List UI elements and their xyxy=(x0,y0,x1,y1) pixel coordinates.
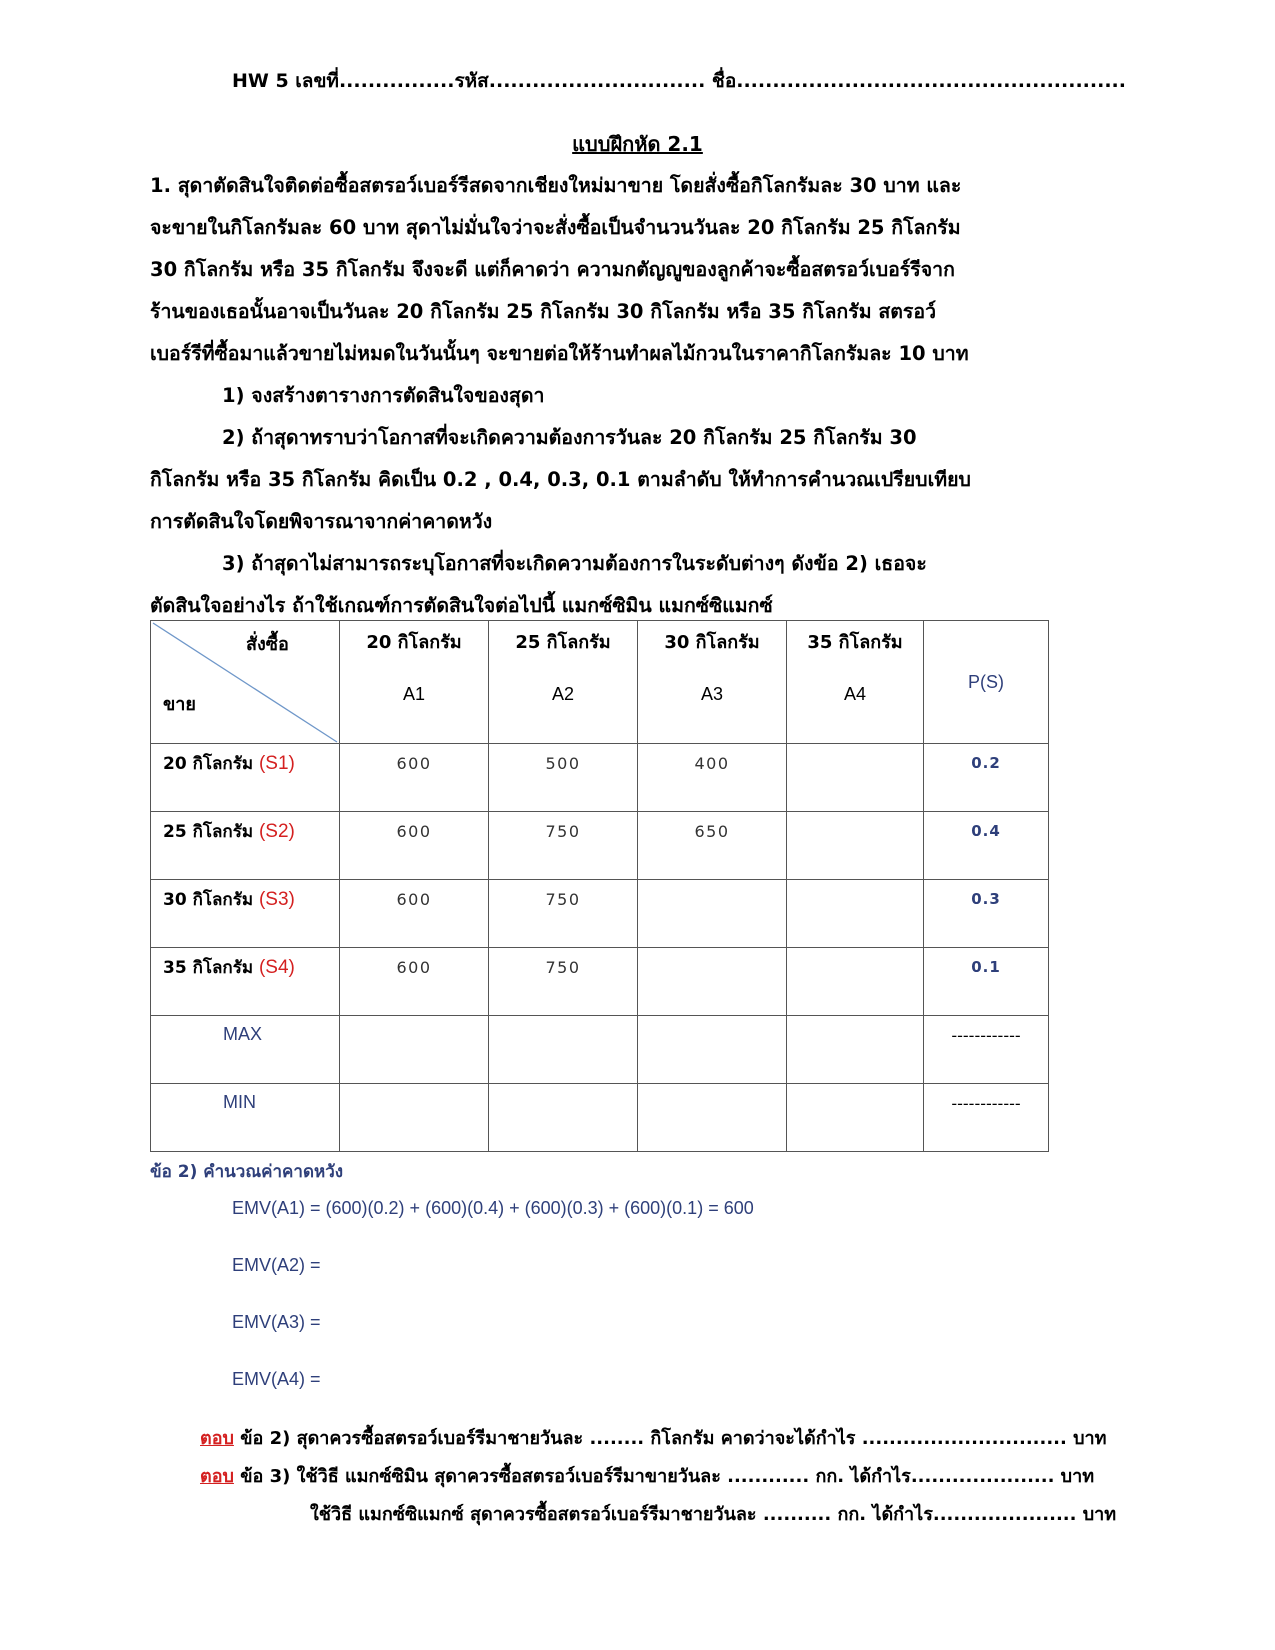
max-cell xyxy=(340,1016,489,1084)
question-3-cont: ตัดสินใจอย่างไร ถ้าใช้เกณฑ์การตัดสินใจต่อไปนี้ แมกซ์ซิมิน แมกซ์ซิแมกซ์ xyxy=(150,594,773,617)
payoff-cell: 600 xyxy=(340,744,489,812)
payoff-cell: 500 xyxy=(489,744,638,812)
corner-cell xyxy=(151,621,340,744)
payoff-cell: 750 xyxy=(489,812,638,880)
corner-order-label: สั่งซื้อ xyxy=(246,634,289,655)
answer-text: ข้อ 2) สุดาควรซื้อสตรอว์เบอร์รีมาชายวันละ ........ กิโลกรัม คาดว่าจะได้กำไร .............................. บาท xyxy=(233,1428,1107,1449)
answer-label: ตอบ xyxy=(200,1466,234,1487)
problem-line: ร้านของเธอนั้นอาจเป็นวันละ 20 กิโลกรัม 25 กิโลกรัม 30 กิโลกรัม หรือ 35 กิโลกรัม สตรอว์ xyxy=(150,300,937,323)
payoff-cell: 650 xyxy=(638,812,787,880)
row-state: (S4) xyxy=(258,957,295,978)
max-cell xyxy=(489,1016,638,1084)
exercise-title: แบบฝึกหัด 2.1 xyxy=(572,132,703,156)
row-state: (S2) xyxy=(258,821,295,842)
table-row xyxy=(151,948,1049,1016)
emv-line: EMV(A2) = xyxy=(232,1255,321,1275)
table-row xyxy=(151,744,1049,812)
payoff-cell xyxy=(787,812,924,880)
column-code: A1 xyxy=(402,684,426,704)
table-row xyxy=(151,880,1049,948)
question-3: 3) ถ้าสุดาไม่สามารถระบุโอกาสที่จะเกิดความต้องการในระดับต่างๆ ดังข้อ 2) เธอจะ xyxy=(222,552,927,575)
emv-line: EMV(A1) = (600)(0.2) + (600)(0.4) + (600)(0.3) + (600)(0.1) = 600 xyxy=(232,1198,754,1218)
min-cell xyxy=(638,1084,787,1152)
payoff-cell xyxy=(638,948,787,1016)
max-row xyxy=(151,1016,1049,1084)
row-state: (S1) xyxy=(258,753,295,774)
row-label xyxy=(151,812,340,880)
section-2-title: ข้อ 2) คำนวณค่าคาดหวัง xyxy=(150,1162,344,1182)
problem-line: 1. สุดาตัดสินใจติดต่อซื้อสตรอว์เบอร์รีสดจากเชียงใหม่มาขาย โดยสั่งซื้อกิโลกรัมละ 30 บาท และ xyxy=(150,174,962,197)
answer-3 xyxy=(200,1461,1094,1490)
emv-line: EMV(A4) = xyxy=(232,1369,321,1389)
probability-header: P(S) xyxy=(924,621,1049,744)
payoff-cell: 750 xyxy=(489,880,638,948)
payoff-cell: 600 xyxy=(340,812,489,880)
row-state: (S3) xyxy=(258,889,295,910)
payoff-cell: 600 xyxy=(340,948,489,1016)
min-cell xyxy=(340,1084,489,1152)
column-qty: 20 กิโลกรัม xyxy=(366,632,462,653)
row-qty: 35 กิโลกรัม xyxy=(163,958,254,978)
question-2-cont: กิโลกรัม หรือ 35 กิโลกรัม คิดเป็น 0.2 , 0.4, 0.3, 0.1 ตามลำดับ ให้ทำการคำนวณเปรียบเทียบ xyxy=(150,468,971,491)
min-cell xyxy=(787,1084,924,1152)
payoff-cell xyxy=(787,744,924,812)
max-cell xyxy=(638,1016,787,1084)
max-label: MAX xyxy=(151,1016,340,1084)
problem-line: 30 กิโลกรัม หรือ 35 กิโลกรัม จึงจะดี แต่ก็คาดว่า ความกตัญญูของลูกค้าจะซื้อสตรอว์เบอร์รีจาก xyxy=(150,258,955,281)
min-dash: ------------ xyxy=(924,1084,1049,1152)
table-row xyxy=(151,812,1049,880)
probability-cell: 0.2 xyxy=(924,744,1049,812)
row-qty: 30 กิโลกรัม xyxy=(163,890,254,910)
max-cell xyxy=(787,1016,924,1084)
column-header xyxy=(340,621,489,744)
payoff-cell xyxy=(787,880,924,948)
min-label: MIN xyxy=(151,1084,340,1152)
column-header xyxy=(638,621,787,744)
answer-3-cont: ใช้วิธี แมกซ์ซิแมกซ์ สุดาควรซื้อสตรอว์เบอร์รีมาชายวันละ .......... กก. ได้กำไร..................... บาท xyxy=(310,1504,1117,1525)
column-qty: 25 กิโลกรัม xyxy=(515,632,611,653)
answer-2 xyxy=(200,1423,1107,1452)
question-1: 1) จงสร้างตารางการตัดสินใจของสุดา xyxy=(222,384,545,407)
column-code: A2 xyxy=(551,684,575,704)
column-qty: 35 กิโลกรัม xyxy=(807,632,903,653)
column-code: A3 xyxy=(700,684,724,704)
probability-cell: 0.3 xyxy=(924,880,1049,948)
column-qty: 30 กิโลกรัม xyxy=(664,632,760,653)
column-code: A4 xyxy=(843,684,867,704)
row-qty: 25 กิโลกรัม xyxy=(163,822,254,842)
problem-line: เบอร์รีที่ซื้อมาแล้วขายไม่หมดในวันนั้นๆ จะขายต่อให้ร้านทำผลไม้กวนในราคากิโลกรัมละ 10 บาท xyxy=(150,342,969,365)
payoff-cell: 600 xyxy=(340,880,489,948)
homework-header: HW 5 เลขที่................รหัส.............................. ชื่อ...................................................... xyxy=(232,70,1126,92)
payoff-cell xyxy=(638,880,787,948)
column-header xyxy=(489,621,638,744)
probability-cell: 0.1 xyxy=(924,948,1049,1016)
payoff-cell xyxy=(787,948,924,1016)
row-label xyxy=(151,880,340,948)
corner-sell-label: ขาย xyxy=(163,694,196,715)
min-cell xyxy=(489,1084,638,1152)
problem-line: จะขายในกิโลกรัมละ 60 บาท สุดาไม่มั่นใจว่าจะสั่งซื้อเป็นจำนวนวันละ 20 กิโลกรัม 25 กิโลกรัม xyxy=(150,216,961,239)
diagonal-line xyxy=(151,621,339,744)
question-2: 2) ถ้าสุดาทราบว่าโอกาสที่จะเกิดความต้องการวันละ 20 กิโลกรัม 25 กิโลกรัม 30 xyxy=(222,426,917,449)
question-2-cont: การตัดสินใจโดยพิจารณาจากค่าคาดหวัง xyxy=(150,510,493,533)
answer-label: ตอบ xyxy=(200,1428,234,1449)
row-label xyxy=(151,948,340,1016)
decision-table xyxy=(150,620,1049,1152)
payoff-cell: 750 xyxy=(489,948,638,1016)
column-header xyxy=(787,621,924,744)
payoff-cell: 400 xyxy=(638,744,787,812)
min-row xyxy=(151,1084,1049,1152)
probability-cell: 0.4 xyxy=(924,812,1049,880)
row-qty: 20 กิโลกรัม xyxy=(163,754,254,774)
max-dash: ------------ xyxy=(924,1016,1049,1084)
emv-line: EMV(A3) = xyxy=(232,1312,321,1332)
answer-text: ข้อ 3) ใช้วิธี แมกซ์ซิมิน สุดาควรซื้อสตรอว์เบอร์รีมาขายวันละ ............ กก. ได้กำไร..................... บาท xyxy=(233,1466,1095,1487)
row-label xyxy=(151,744,340,812)
